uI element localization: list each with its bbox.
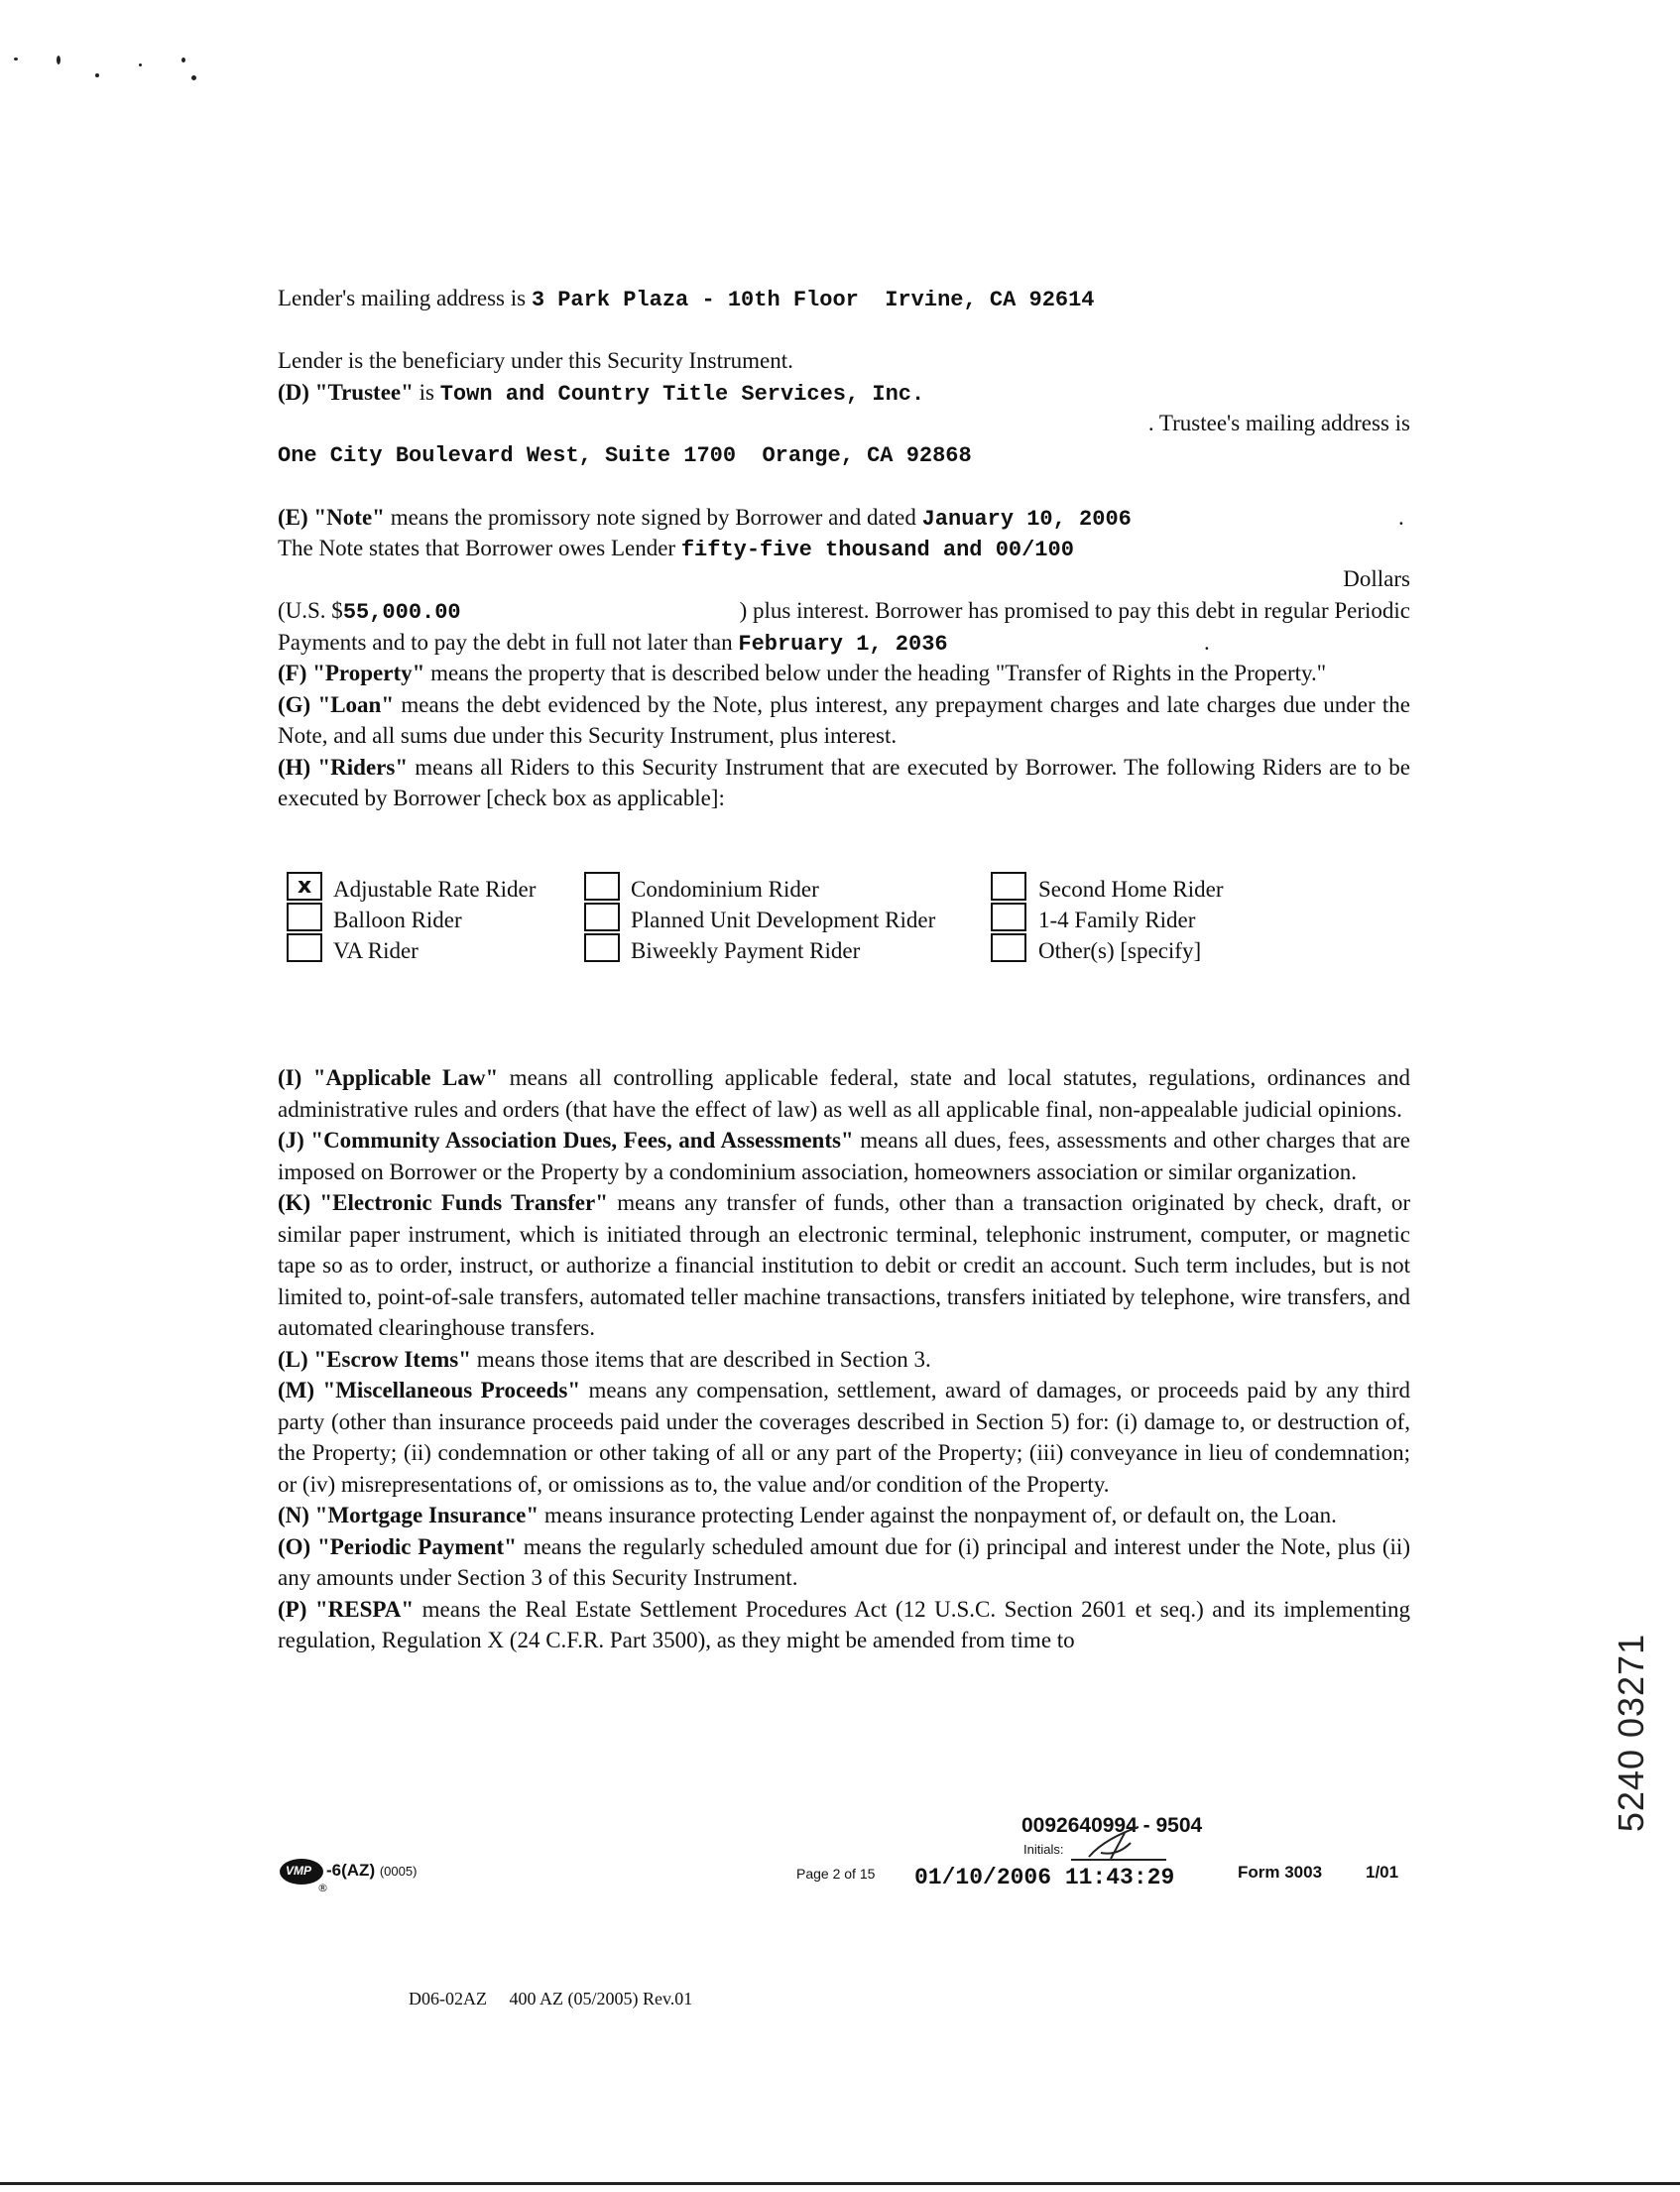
definition-label: (N) "Mortgage Insurance": [278, 1503, 540, 1527]
trustee-line: [278, 377, 1410, 411]
definition-label: (K) "Electronic Funds Transfer": [278, 1190, 608, 1215]
side-stamp-text: 5240 03271: [1611, 1633, 1651, 1833]
definition-g-text: means the debt evidenced by the Note, plus interest, any prepayment charges and late charges due under the Note, and all sums due under this Security Instrument, plus interest.: [278, 691, 1410, 748]
trustee-address-line: [278, 443, 1410, 468]
definition-g: [278, 689, 1410, 752]
definition-f: [278, 658, 1410, 689]
definition-label: (I) "Applicable Law": [278, 1065, 499, 1090]
timestamp: 01/10/2006 11:43:29: [914, 1865, 1175, 1890]
bottom-edge-line: [0, 2182, 1680, 2185]
definition-text: means insurance protecting Lender against the nonpayment of, or default on, the Loan.: [539, 1503, 1337, 1527]
note-due-date: February 1, 2036: [738, 632, 948, 657]
note-amount: 55,000.00: [342, 600, 461, 625]
note-end: .: [1398, 505, 1404, 530]
note-payments-line: [278, 627, 1410, 661]
form-code-main: -6(AZ): [326, 1861, 376, 1880]
doc-code: D06-02AZ 400 AZ (05/2005) Rev.01: [409, 1989, 693, 2009]
trustee-address: One City Boulevard West, Suite 1700 Orange, CA 92868: [278, 443, 972, 468]
note-payments-text: Payments and to pay the debt in full not later than: [278, 630, 739, 655]
note-date: January 10, 2006: [921, 507, 1132, 532]
definition-label: (J) "Community Association Dues, Fees, and Assessments": [278, 1128, 854, 1153]
definition-j: [278, 1125, 1410, 1187]
registered-icon: ®: [317, 1882, 328, 1894]
page-number: Page 2 of 15: [796, 1866, 876, 1882]
definition-h: [278, 752, 1410, 814]
note-owes-text: The Note states that Borrower owes Lender: [278, 536, 681, 560]
definition-p: [278, 1594, 1410, 1656]
rider-label: Other(s) [specify]: [1038, 938, 1202, 963]
scan-speck: [14, 58, 18, 61]
lender-address-line: [278, 283, 1410, 316]
scan-speck: [181, 58, 185, 62]
rider-checkbox-biweekly[interactable]: [584, 933, 620, 962]
note-amount-words: fifty-five thousand and 00/100: [680, 538, 1074, 562]
rider-checkbox-condominium[interactable]: [584, 872, 620, 901]
note-text: means the promissory note signed by Borrower and dated: [384, 505, 922, 530]
rider-label: Second Home Rider: [1038, 877, 1224, 902]
definitions-i-to-p: [278, 1062, 1410, 1656]
definition-i: [278, 1062, 1410, 1125]
definition-text: means those items that are described in Section 3.: [471, 1346, 931, 1372]
rider-label: Planned Unit Development Rider: [631, 908, 936, 932]
note-due-end: .: [1204, 630, 1210, 655]
rider-label: Adjustable Rate Rider: [333, 877, 537, 902]
side-stamp: [1607, 1603, 1656, 1871]
definition-label: (P) "RESPA": [278, 1596, 415, 1622]
note-dollars: Dollars: [1343, 566, 1410, 591]
rider-checkbox-pud[interactable]: [584, 903, 620, 931]
loan-number: 0092640994 - 9504: [1021, 1814, 1203, 1837]
form-code: [326, 1861, 417, 1881]
definition-k: [278, 1187, 1410, 1344]
scan-speck: [191, 75, 196, 80]
rider-checkbox-adjustable-rate[interactable]: [287, 872, 322, 901]
lender-address-value: 3 Park Plaza - 10th Floor Irvine, CA 92614: [531, 288, 1095, 312]
rider-label: 1-4 Family Rider: [1038, 908, 1196, 932]
scan-speck: [139, 63, 142, 66]
checkmark-x-icon: x: [298, 874, 312, 899]
definitions-f-g-h: [278, 658, 1410, 814]
trustee-name: Town and Country Title Services, Inc.: [439, 382, 925, 407]
form-date: 1/01: [1366, 1863, 1399, 1882]
definition-g-label: (G) "Loan": [278, 691, 395, 717]
scan-speck: [95, 73, 99, 77]
rider-checkbox-va[interactable]: [287, 933, 322, 962]
definition-text: means any transfer of funds, other than a transaction originated by check, draft, or similar paper instrument, which is initiated through an electronic terminal, telephonic instrument, computer, or magnetic tape so as to order, instruct, or authorize a financial institution to debit or credit an account. Such term includes, but is not limited to, point-of-sale transfers, automated teller machine transactions, transfers initiated by telephone, wire transfers, and automated clearinghouse transfers.: [278, 1190, 1411, 1340]
definition-n: [278, 1500, 1410, 1531]
definition-f-label: (F) "Property": [278, 661, 425, 685]
form-number: Form 3003: [1238, 1863, 1323, 1882]
definition-f-text: means the property that is described below under the heading "Transfer of Rights in the Property.": [424, 661, 1327, 685]
initials-signature: [1081, 1823, 1150, 1863]
vmp-logo-text: VMP: [286, 1864, 312, 1878]
definition-h-text: means all Riders to this Security Instrument that are executed by Borrower. The following Riders are to be executed by Borrower [check box as applicable]:: [278, 754, 1410, 810]
definition-text: means the regularly scheduled amount due for (i) principal and interest under the Note, plus (ii) any amounts under Section 3 of this Security Instrument.: [278, 1533, 1410, 1590]
definition-label: (L) "Escrow Items": [278, 1346, 472, 1372]
definition-text: means all controlling applicable federal, state and local statutes, regulations, ordinances and administrative rules and orders (that have the effect of law) as well as all applicable final, non-appealable judicial opinions.: [278, 1065, 1410, 1122]
note-owes-line: [278, 533, 1410, 566]
note-label: (E) "Note": [278, 505, 385, 530]
trustee-address-lead: . Trustee's mailing address is: [1147, 411, 1410, 435]
note-us-close: ) plus interest. Borrower has promised to pay this debt in regular Periodic: [739, 598, 1410, 623]
trustee-is: is: [413, 380, 440, 405]
beneficiary-line: Lender is the beneficiary under this Security Instrument.: [278, 348, 793, 373]
definition-text: means any compensation, settlement, award of damages, or proceeds paid by any third party (other than insurance proceeds paid under the coverages described in Section 5) for: (i) damage to, or destruction of, the Property; (ii) condemnation or other taking of all or any part of the Property; (iii) conveyance in lieu of condemnation; or (iv) misrepresentations of, or omissions as to, the value and/or condition of the Property.: [278, 1378, 1410, 1497]
rider-label: Biweekly Payment Rider: [631, 938, 861, 963]
trustee-label: (D) "Trustee": [278, 380, 414, 405]
form-code-small: (0005): [379, 1864, 418, 1879]
definition-m: [278, 1375, 1410, 1500]
definition-label: (O) "Periodic Payment": [278, 1533, 517, 1559]
rider-checkbox-other[interactable]: [991, 933, 1026, 962]
rider-label: Condominium Rider: [631, 877, 819, 902]
definition-text: means the Real Estate Settlement Procedures Act (12 U.S.C. Section 2601 et seq.) and its implementing regulation, Regulation X (24 C.F.R. Part 3500), as they might be amended from time to: [278, 1596, 1411, 1652]
definition-h-label: (H) "Riders": [278, 754, 409, 780]
note-line: [278, 502, 1410, 536]
lender-address-prefix: Lender's mailing address is: [278, 286, 532, 310]
rider-label: VA Rider: [333, 938, 419, 963]
definition-l: [278, 1344, 1410, 1376]
rider-checkbox-balloon[interactable]: [287, 903, 322, 931]
scan-speck: [57, 56, 60, 64]
initials-label: Initials:: [1023, 1842, 1064, 1857]
rider-label: Balloon Rider: [333, 908, 462, 932]
definition-label: (M) "Miscellaneous Proceeds": [278, 1378, 581, 1402]
definition-text: means all dues, fees, assessments and other charges that are imposed on Borrower or the Property by a condominium association, homeowners association or similar organization.: [278, 1128, 1410, 1184]
note-us-open: (U.S. $: [278, 598, 343, 623]
rider-checkbox-second-home[interactable]: [991, 872, 1026, 901]
definition-o: [278, 1531, 1410, 1594]
rider-checkbox-1-4-family[interactable]: [991, 903, 1026, 931]
